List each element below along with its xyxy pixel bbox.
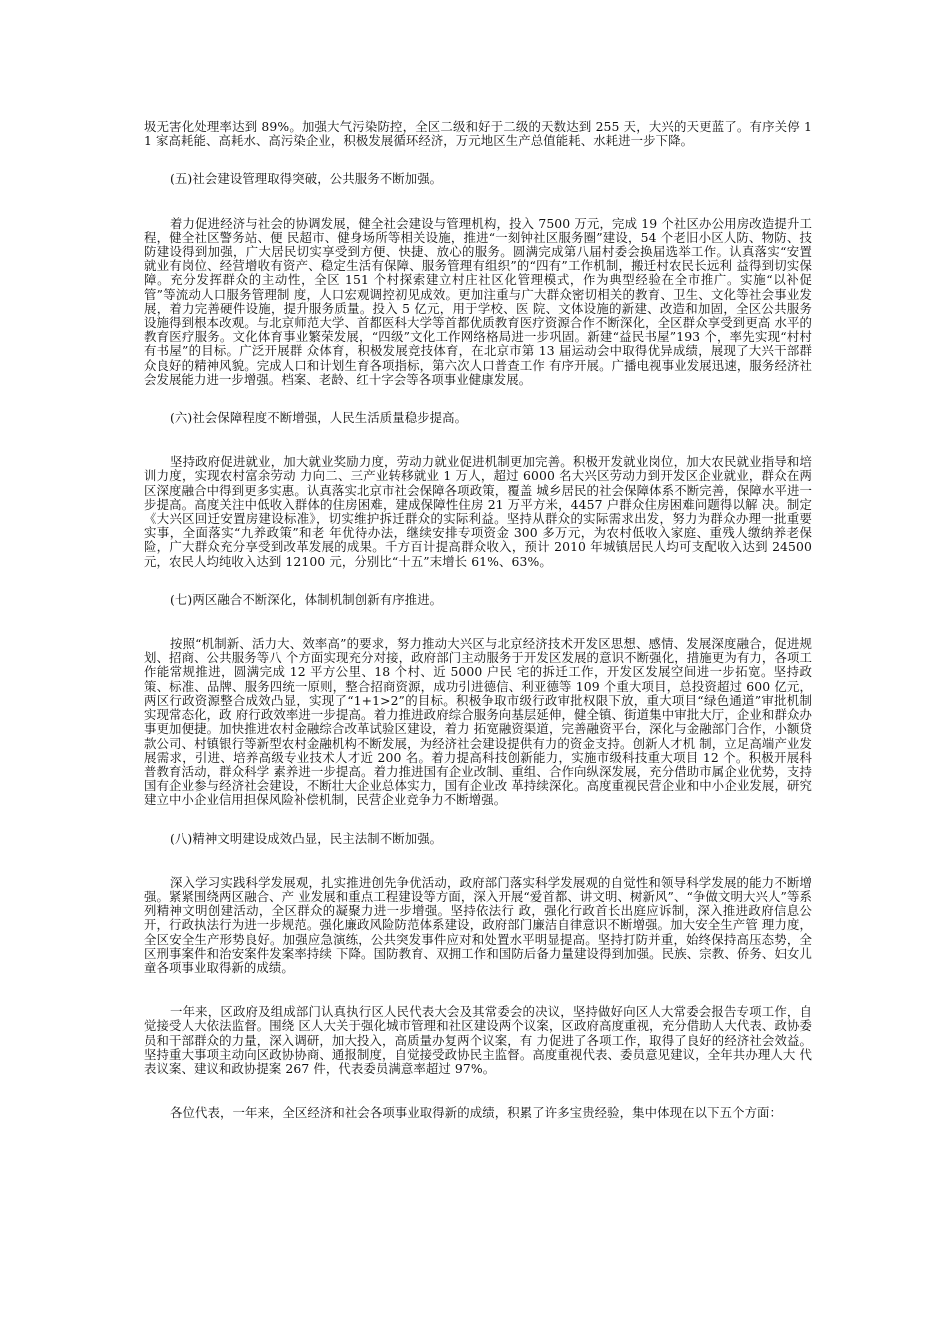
paragraph-social-construction: 着力促进经济与社会的协调发展，健全社会建设与管理机构，投入 7500 万元，完成 19 个社区办公用房改造提升工程，健全社区警务站、便 民超市、健身场所等相关设施，推进“一刻钟社区服务圈”建设，54 个老旧小区人防、物防、技防建设得到加强，广大居民切实享受到方便、快捷、放心的服务。圆满完成第八届村委会换届选举工作。认真落实“安置就业有岗位、经营增收有资产、稳定生活有保障、服务管理有组织”的“四有”工作机制，搬迁村农民长远利 益得到切实保障。充分发挥群众的主动性，全区 151 个村探索建立村庄社区化管理模式，作为典型经验在全市推广。实施“以补促管”等流动人口服务管理制 度，人口宏观调控初见成效。更加注重与广大群众密切相关的教育、卫生、文化等社会事业发展，着力完善硬件设施，提升服务质量。投入 5 亿元，用于学校、医 院、文体设施的新建、改造和加固，全区公共服务设施得到根本改观。与北京师范大学、首都医科大学等首都优质教育医疗资源合作不断深化，全区群众享受到更高 水平的教育医疗服务。文化体育事业繁荣发展，“四级”文化工作网络格局进一步巩固。新建“益民书屋”193 个，率先实现“村村有书屋”的目标。广泛开展群 众体育，积极发展竞技体育，在北京市第 13 届运动会中取得优异成绩，展现了大兴干部群众良好的精神风貌。完成人口和计划生育各项指标，第六次人口普查工作 有序开展。广播电视事业发展迅速，服务经济社会发展能力进一步增强。档案、老龄、红十字会等各项事业健康发展。 [144,215,812,387]
section-heading-8: (八)精神文明建设成效凸显，民主法制不断加强。 [170,830,443,846]
paragraph-social-security: 坚持政府促进就业，加大就业奖励力度，劳动力就业促进机制更加完善。积极开发就业岗位，加大农民就业指导和培训力度，实现农村富余劳动 力向二、三产业转移就业 1 万人，超过 6000 名大兴区劳动力到开发区企业就业，群众在两区深度融合中得到更多实惠。认真落实北京市社会保障各项政策，覆盖 城乡居民的社会保障体系不断完善，保障水平进一步提高。高度关注中低收入群体的住房困难，建成保障性住房 21 万平方米，4457 户群众住房困难问题得以解 决。制定《大兴区回迁安置房建设标准》，切实维护拆迁群众的实际利益。坚持从群众的实际需求出发，努力为群众办理一批重要实事，全面落实“九养政策”和老 年优待办法，继续安排专项资金 300 多万元，为农村低收入家庭、重残人缴纳养老保险，广大群众充分享受到改革发展的成果。千方百计提高群众收入，预计 2010 年城镇居民人均可支配收入达到 24500 元，农民人均纯收入达到 12100 元，分别比“十五”末增长 61%、63%。 [144,454,812,569]
section-heading-6: (六)社会保障程度不断增强，人民生活质量稳步提高。 [170,410,468,426]
document-page [144,120,812,1120]
paragraph-integration: 按照“机制新、活力大、效率高”的要求，努力推动大兴区与北京经济技术开发区思想、感情、发展深度融合，促进规划、招商、公共服务等八 个方面实现充分对接，政府部门主动服务于开发区发展的意识不断强化，措施更为有力，各项工作能常规推进，圆满完成 12 平方公里、18 个村、近 5000 户民 宅的拆迁工作，开发区发展空间进一步拓宽。坚持政策、标准、品牌、服务四统一原则，整合招商资源，成功引进德信、利亚德等 109 个重大项目，总投资超过 600 亿元，两区行政资源整合成效凸显，实现了“1+1>2”的目标。积极争取市级行政审批权限下放，重大项目“绿色通道”审批机制实现常态化，政 府行政效率进一步提高。着力推进政府综合服务向基层延伸，健全镇、街道集中审批大厅，企业和群众办事更加便捷。加快推进农村金融综合改革试验区建设，着力 拓宽融资渠道，完善融资平台，深化与金融部门合作，小额贷款公司、村镇银行等新型农村金融机构不断发展，为经济社会建设提供有力的资金支持。创新人才机 制，立足高端产业发展需求，引进、培养高级专业技术人才近 200 名。着力提高科技创新能力，实施市级科技重大项目 12 个。积极开展科普教育活动，群众科学 素养进一步提高。着力推进国有企业改制、重组、合作向纵深发展，充分借助市属企业优势，支持国有企业参与经济社会建设，不断壮大企业总体实力，国有企业改 革持续深化。高度重视民营企业和中小企业发展，研究建立中小企业信用担保风险补偿机制，民营企业竞争力不断增强。 [144,636,812,808]
paragraph-supervision: 一年来，区政府及组成部门认真执行区人民代表大会及其常委会的决议，坚持做好向区人大常委会报告专项工作，自觉接受人大依法监督。围绕 区人大关于强化城市管理和社区建设两个议案，区政府高度重视，充分借助人大代表、政协委员和干部群众的力量，深入调研，加大投入，高质量办复两个议案，有 力促进了各项工作，取得了良好的经济社会效益。坚持重大事项主动向区政协协商、通报制度，自觉接受政协民主监督。高度重视代表、委员意见建议，全年共办理人大 代表议案、建议和政协提案 267 件，代表委员满意率超过 97%。 [144,1004,812,1076]
paragraph-environment-tail: 圾无害化处理率达到 89%。加强大气污染防控，全区二级和好于二级的天数达到 255 天，大兴的天更蓝了。有序关停 11 家高耗能、高耗水、高污染企业，积极发展循环经济，万元地区生产总值能耗、水耗进一步下降。 [144,119,812,149]
section-heading-7: (七)两区融合不断深化，体制机制创新有序推进。 [170,591,443,607]
paragraph-spiritual-civilization: 深入学习实践科学发展观，扎实推进创先争优活动，政府部门落实科学发展观的自觉性和领导科学发展的能力不断增强。紧紧围绕两区融合、产 业发展和重点工程建设等方面，深入开展“爱首都、讲文明、树新风”、“争做文明大兴人”等系列精神文明创建活动，全区群众的凝聚力进一步增强。坚持依法行 政，强化行政首长出庭应诉制，深入推进政府信息公开，行政执法行为进一步规范。强化廉政风险防范体系建设，政府部门廉洁自律意识不断增强。加大安全生产管 理力度，全区安全生产形势良好。加强应急演练，公共突发事件应对和处置水平明显提高。坚持打防并重，始终保持高压态势，全区刑事案件和治安案件发案率持续 下降。国防教育、双拥工作和国防后备力量建设得到加强。民族、宗教、侨务、妇女儿童各项事业取得新的成绩。 [144,874,812,975]
section-heading-5: (五)社会建设管理取得突破，公共服务不断加强。 [170,171,443,187]
paragraph-summary-intro: 各位代表，一年来，全区经济和社会各项事业取得新的成绩，积累了许多宝贵经验，集中体现在以下五个方面： [170,1105,783,1121]
